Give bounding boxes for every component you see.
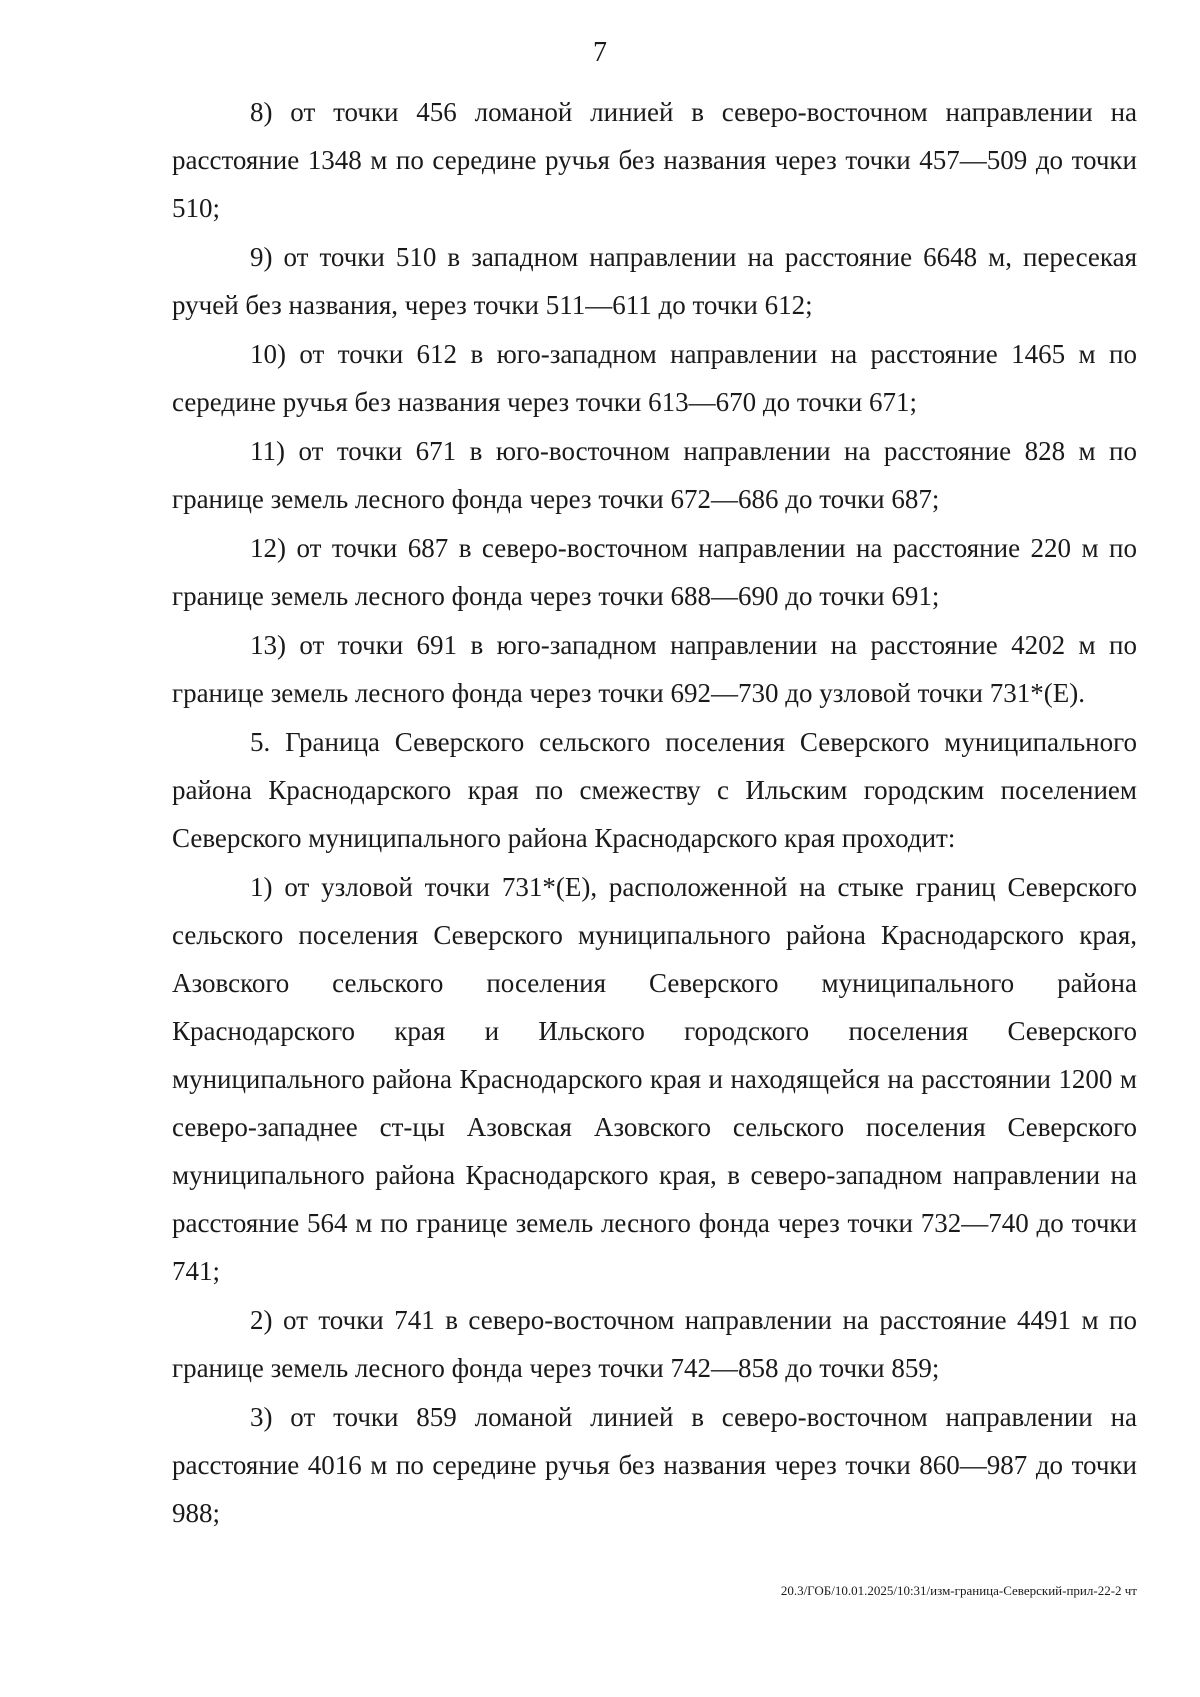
paragraph-point-8: 8) от точки 456 ломаной линией в северо-восточном направлении на расстояние 1348 м по середине ручья без названия через точки 457—509 до точки 510; [172,97,1137,223]
paragraph-point-9: 9) от точки 510 в западном направлении на расстояние 6648 м, пересекая ручей без названия, через точки 511—611 до точки 612; [172,242,1137,320]
document-footer-code: 20.3/ГОБ/10.01.2025/10:31/изм-граница-Северский-прил-22-2 чт [780,1583,1137,1598]
paragraph-section-5-point-3: 3) от точки 859 ломаной линией в северо-восточном направлении на расстояние 4016 м по середине ручья без названия через точки 860—987 до точки 988; [172,1402,1137,1528]
document-body [172,88,1137,1538]
paragraph-section-5-point-1: 1) от узловой точки 731*(Е), расположенной на стыке границ Северского сельского поселения Северского муниципального района Краснодарского края, Азовского сельского поселения Северского муниципального района Краснодарского края и Ильского городского поселения Северского муниципального района Краснодарского края и находящейся на расстоянии 1200 м северо-западнее ст-цы Азовская Азовского сельского поселения Северского муниципального района Краснодарского края, в северо-западном направлении на расстояние 564 м по границе земель лесного фонда через точки 732—740 до точки 741; [172,872,1137,1286]
paragraph-section-5: 5. Граница Северского сельского поселения Северского муниципального района Краснодарского края по смежеству с Ильским городским поселением Северского муниципального района Краснодарского края проходит: [172,727,1137,853]
paragraph-section-5-point-2: 2) от точки 741 в северо-восточном направлении на расстояние 4491 м по границе земель лесного фонда через точки 742—858 до точки 859; [172,1305,1137,1383]
paragraph-point-10: 10) от точки 612 в юго-западном направлении на расстояние 1465 м по середине ручья без названия через точки 613—670 до точки 671; [172,339,1137,417]
paragraph-point-13: 13) от точки 691 в юго-западном направлении на расстояние 4202 м по границе земель лесного фонда через точки 692—730 до узловой точки 731*(Е). [172,630,1137,708]
paragraph-point-12: 12) от точки 687 в северо-восточном направлении на расстояние 220 м по границе земель лесного фонда через точки 688—690 до точки 691; [172,533,1137,611]
paragraph-point-11: 11) от точки 671 в юго-восточном направлении на расстояние 828 м по границе земель лесного фонда через точки 672—686 до точки 687; [172,436,1137,514]
page-number: 7 [593,37,607,68]
